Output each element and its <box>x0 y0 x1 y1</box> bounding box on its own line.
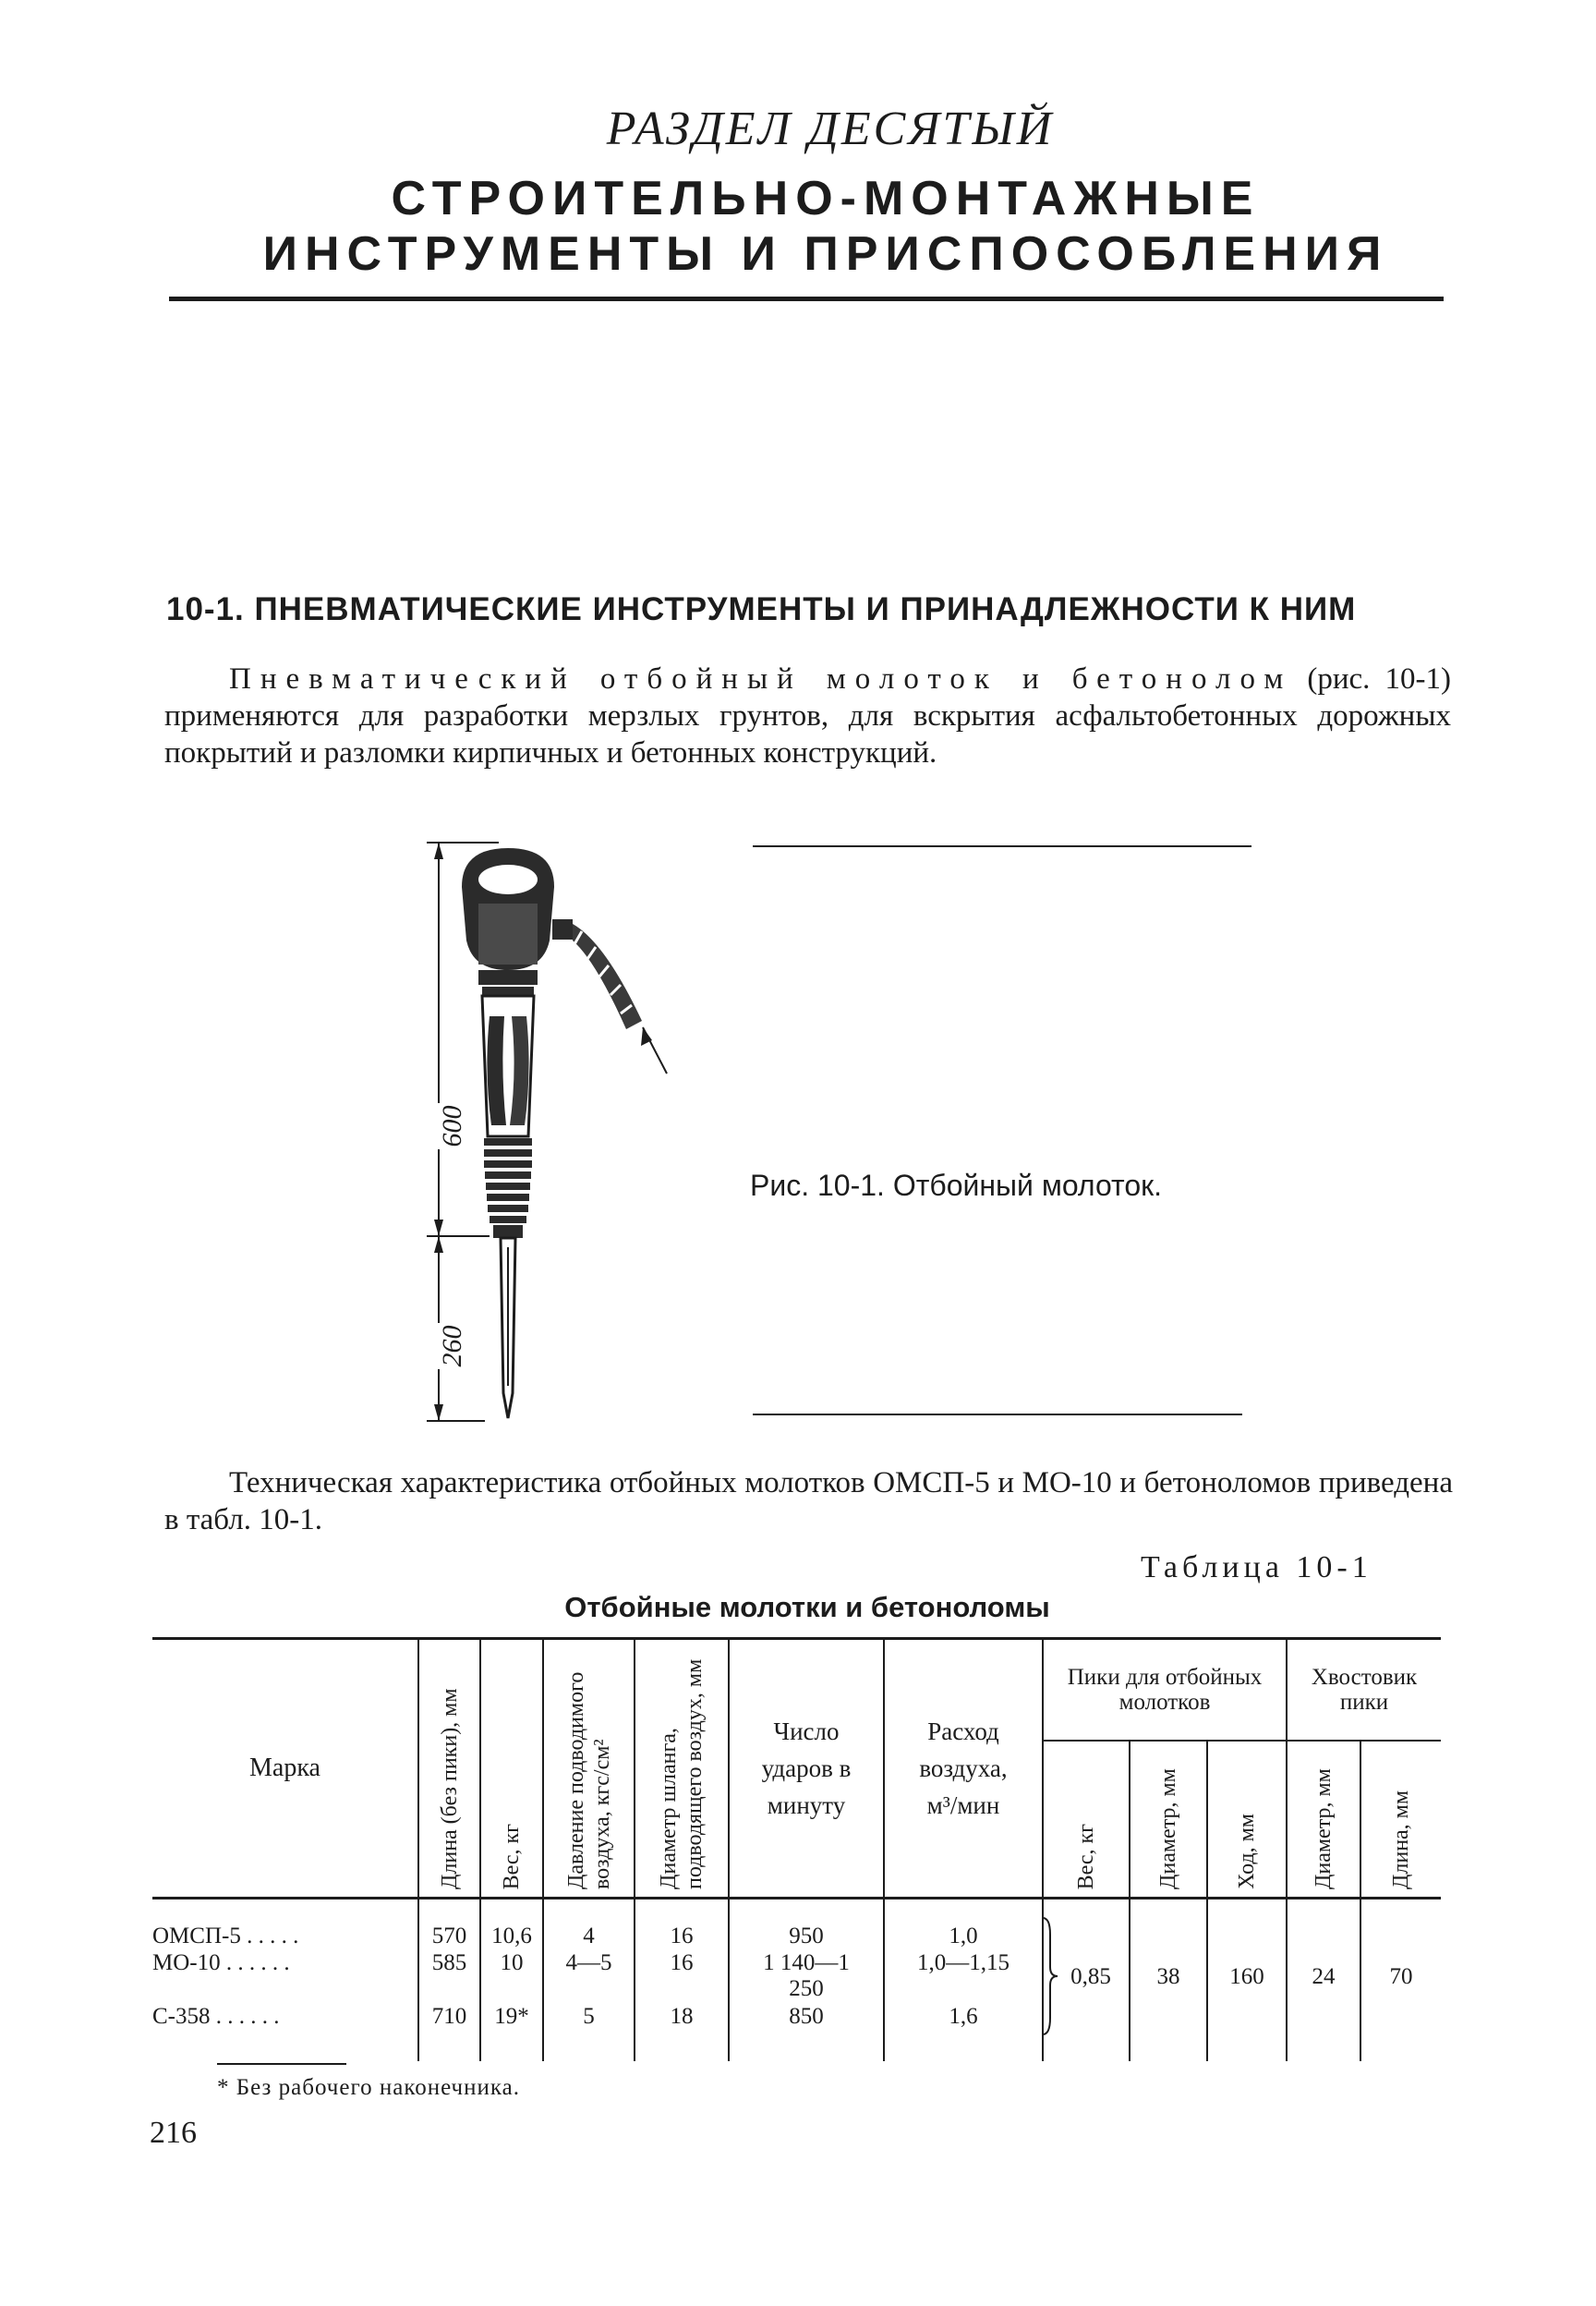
header-air-consumption: Расход воздуха, м³/мин <box>919 1717 1008 1819</box>
table-row <box>152 2004 417 2030</box>
cell-hose: 16 <box>670 1950 694 1975</box>
cell-hose: 18 <box>670 2004 694 2029</box>
jackhammer-figure <box>369 831 702 1432</box>
header-brand: Марка <box>249 1754 320 1782</box>
cell-blows: 1 140—1 250 <box>763 1950 850 2001</box>
chapter-title-line1: СТРОИТЕЛЬНО-МОНТАЖНЫЕ <box>391 172 1261 225</box>
header-blows: Число ударов в минуту <box>761 1717 852 1819</box>
header-pick-stroke: Ход, мм <box>1235 1814 1259 1889</box>
header-shank-length: Длина, мм <box>1389 1790 1413 1889</box>
cell-length: 710 <box>431 2004 467 2029</box>
intro-paragraph <box>164 661 1451 771</box>
intro-text: (рис. 10-1) применяются для разработки мерзлых грунтов, для вскрытия асфальтобетонных дорожных покрытий и разломки кирпичных и бетонных конструкций. <box>164 662 1452 770</box>
header-pick-weight: Вес, кг <box>1074 1823 1098 1889</box>
header-rule <box>169 297 1444 301</box>
cell-blows: 850 <box>789 2004 824 2029</box>
cell-weight: 19* <box>494 2004 529 2029</box>
table-reference-paragraph: Техническая характеристика отбойных молотков ОМСП-5 и МО-10 и бетоноломов приведена в табл. 10-1. <box>164 1466 1453 1536</box>
cell-length: 585 <box>431 1950 467 1975</box>
cell-pressure: 4—5 <box>565 1950 612 1975</box>
header-length: Длина (без пики), мм <box>437 1688 462 1889</box>
table-header <box>152 1640 1441 1897</box>
cell-hose: 16 <box>670 1924 694 1948</box>
table-number: Таблица 10-1 <box>1141 1550 1372 1584</box>
table-row <box>152 1950 417 1976</box>
header-hose-diameter: Диаметр шланга, подводящего воздух, мм <box>657 1658 707 1889</box>
cell-air: 1,0 <box>949 1924 978 1948</box>
page-number: 216 <box>150 2116 197 2150</box>
cell-brand: С-358 . . . . . . <box>152 2004 280 2029</box>
cell-pick-weight: 0,85 <box>1070 1964 1111 1989</box>
cell-shank-length: 70 <box>1389 1964 1413 1989</box>
dimension-label-260: 260 <box>437 1323 463 1369</box>
cell-brand: МО-10 . . . . . . <box>152 1950 290 1975</box>
table-title: Отбойные молотки и бетоноломы <box>564 1591 1050 1623</box>
cell-weight: 10,6 <box>491 1924 532 1948</box>
cell-pick-stroke: 160 <box>1229 1964 1264 1989</box>
cell-pressure: 5 <box>583 2004 595 2029</box>
cell-air: 1,0—1,15 <box>917 1950 1010 1975</box>
cell-weight: 10 <box>500 1950 524 1975</box>
footnote: * Без рабочего наконечника. <box>217 2075 521 2100</box>
header-picks-group: Пики для отбойных молотков <box>1067 1665 1263 1715</box>
cell-shank-diameter: 24 <box>1312 1964 1336 1989</box>
section-label: РАЗДЕЛ ДЕСЯТЫЙ <box>606 103 1055 155</box>
intro-lead-term: Пневматический отбойный молоток и бетонолом <box>229 662 1293 696</box>
cell-brand: ОМСП-5 . . . . . <box>152 1924 299 1948</box>
figure-rule-bottom <box>753 1414 1242 1415</box>
chapter-title-line2: ИНСТРУМЕНТЫ И ПРИСПОСОБЛЕНИЯ <box>262 227 1389 281</box>
header-shank-diameter: Диаметр, мм <box>1312 1768 1336 1889</box>
dimension-label-600: 600 <box>437 1103 463 1149</box>
header-pick-diameter: Диаметр, мм <box>1156 1768 1180 1889</box>
figure-caption: Рис. 10-1. Отбойный молоток. <box>750 1169 1163 1202</box>
header-weight: Вес, кг <box>500 1823 524 1889</box>
table-row <box>152 1924 417 1949</box>
cell-blows: 950 <box>789 1924 824 1948</box>
header-pressure: Давление подводимого воздуха, кгс/см² <box>563 1671 614 1889</box>
cell-pick-diameter: 38 <box>1156 1964 1180 1989</box>
cell-length: 570 <box>431 1924 467 1948</box>
table-body <box>152 1899 1441 2061</box>
header-shank-group: Хвостовик пики <box>1311 1665 1418 1715</box>
footnote-rule <box>217 2063 346 2065</box>
cell-air: 1,6 <box>949 2004 978 2029</box>
cell-pressure: 4 <box>583 1924 595 1948</box>
figure-rule-top <box>753 845 1251 847</box>
subsection-title: 10-1. ПНЕВМАТИЧЕСКИЕ ИНСТРУМЕНТЫ И ПРИНАДЛЕЖНОСТИ К НИМ <box>166 591 1357 627</box>
